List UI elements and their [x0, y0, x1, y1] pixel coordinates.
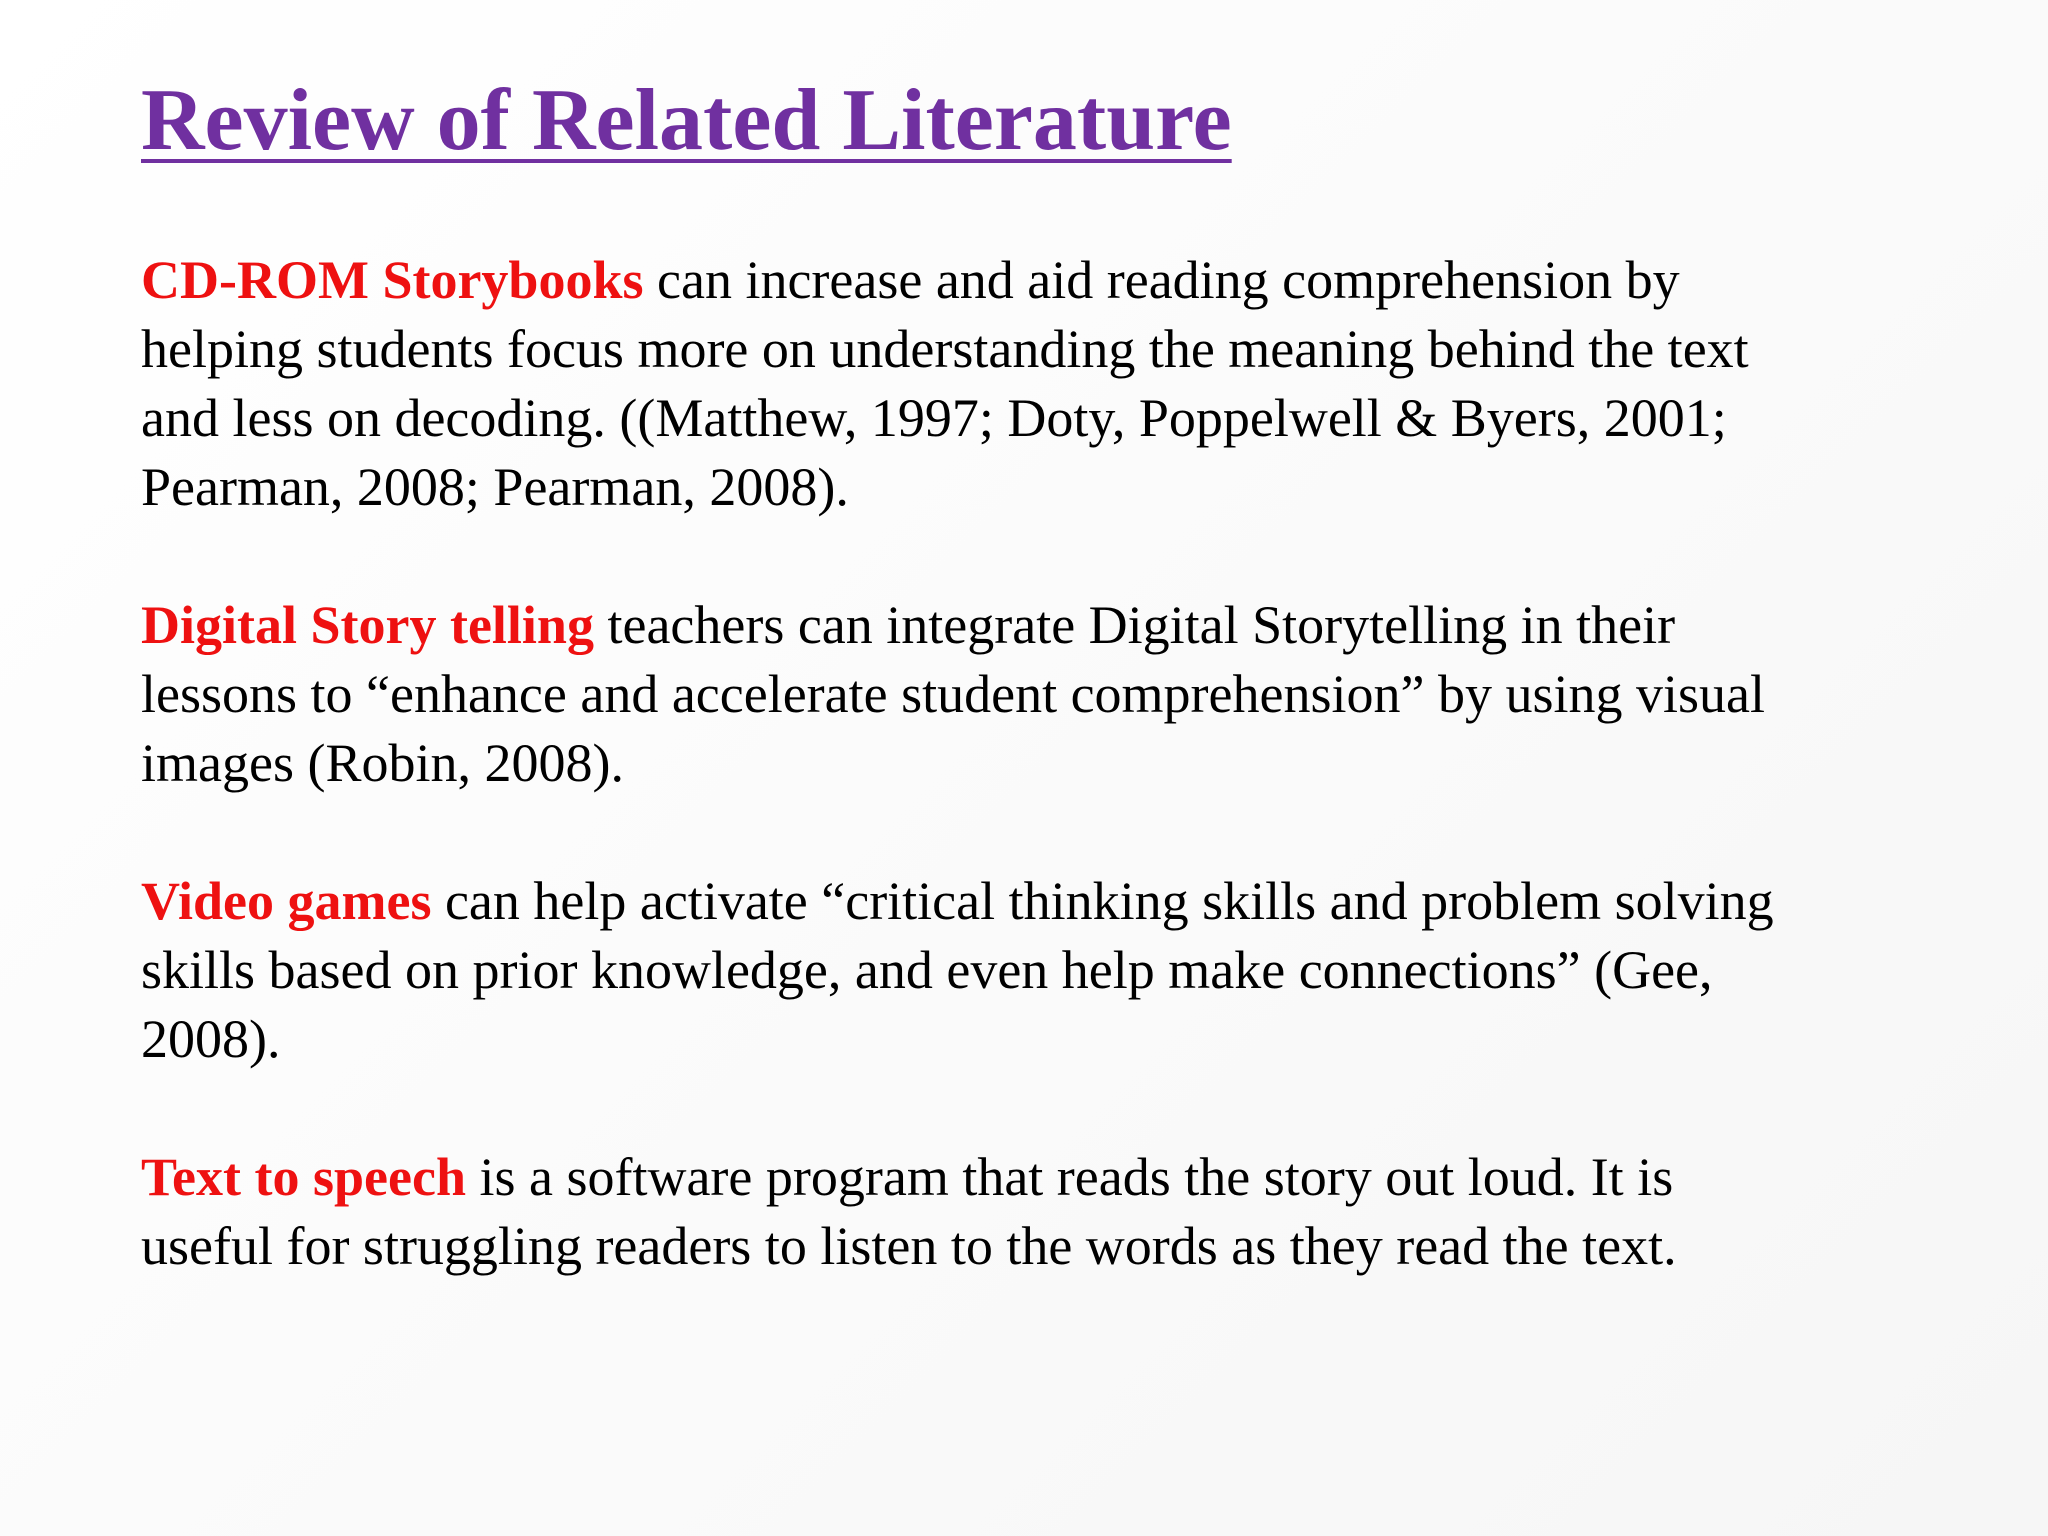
entry-cd-rom-storybooks [141, 246, 1941, 522]
entry-text-to-speech [141, 1143, 1941, 1281]
slide-body [141, 246, 1941, 1350]
entry-term: CD-ROM Storybooks [141, 250, 644, 310]
slide-title: Review of Related Literature [141, 72, 1232, 169]
entry-text: can increase and aid reading comprehension by helping students focus more on understanding the meaning behind the text and less on decoding. ((Matthew, 1997; Doty, Poppelwell & Byers, 2001; Pearman, 2008; Pearman, 2008). [141, 250, 1749, 517]
entry-text: teachers can integrate Digital Storytelling in their lessons to “enhance and accelerate student comprehension” by using visual images (Robin, 2008). [141, 595, 1765, 793]
entry-text: can help activate “critical thinking skills and problem solving skills based on prior knowledge, and even help make connections” (Gee, 2008). [141, 871, 1774, 1069]
entry-term: Text to speech [141, 1147, 466, 1207]
entry-text: is a software program that reads the story out loud. It is useful for struggling readers to listen to the words as they read the text. [141, 1147, 1677, 1276]
entry-term: Video games [141, 871, 432, 931]
entry-term: Digital Story telling [141, 595, 594, 655]
entry-digital-story-telling [141, 591, 1941, 798]
entry-video-games [141, 867, 1941, 1074]
